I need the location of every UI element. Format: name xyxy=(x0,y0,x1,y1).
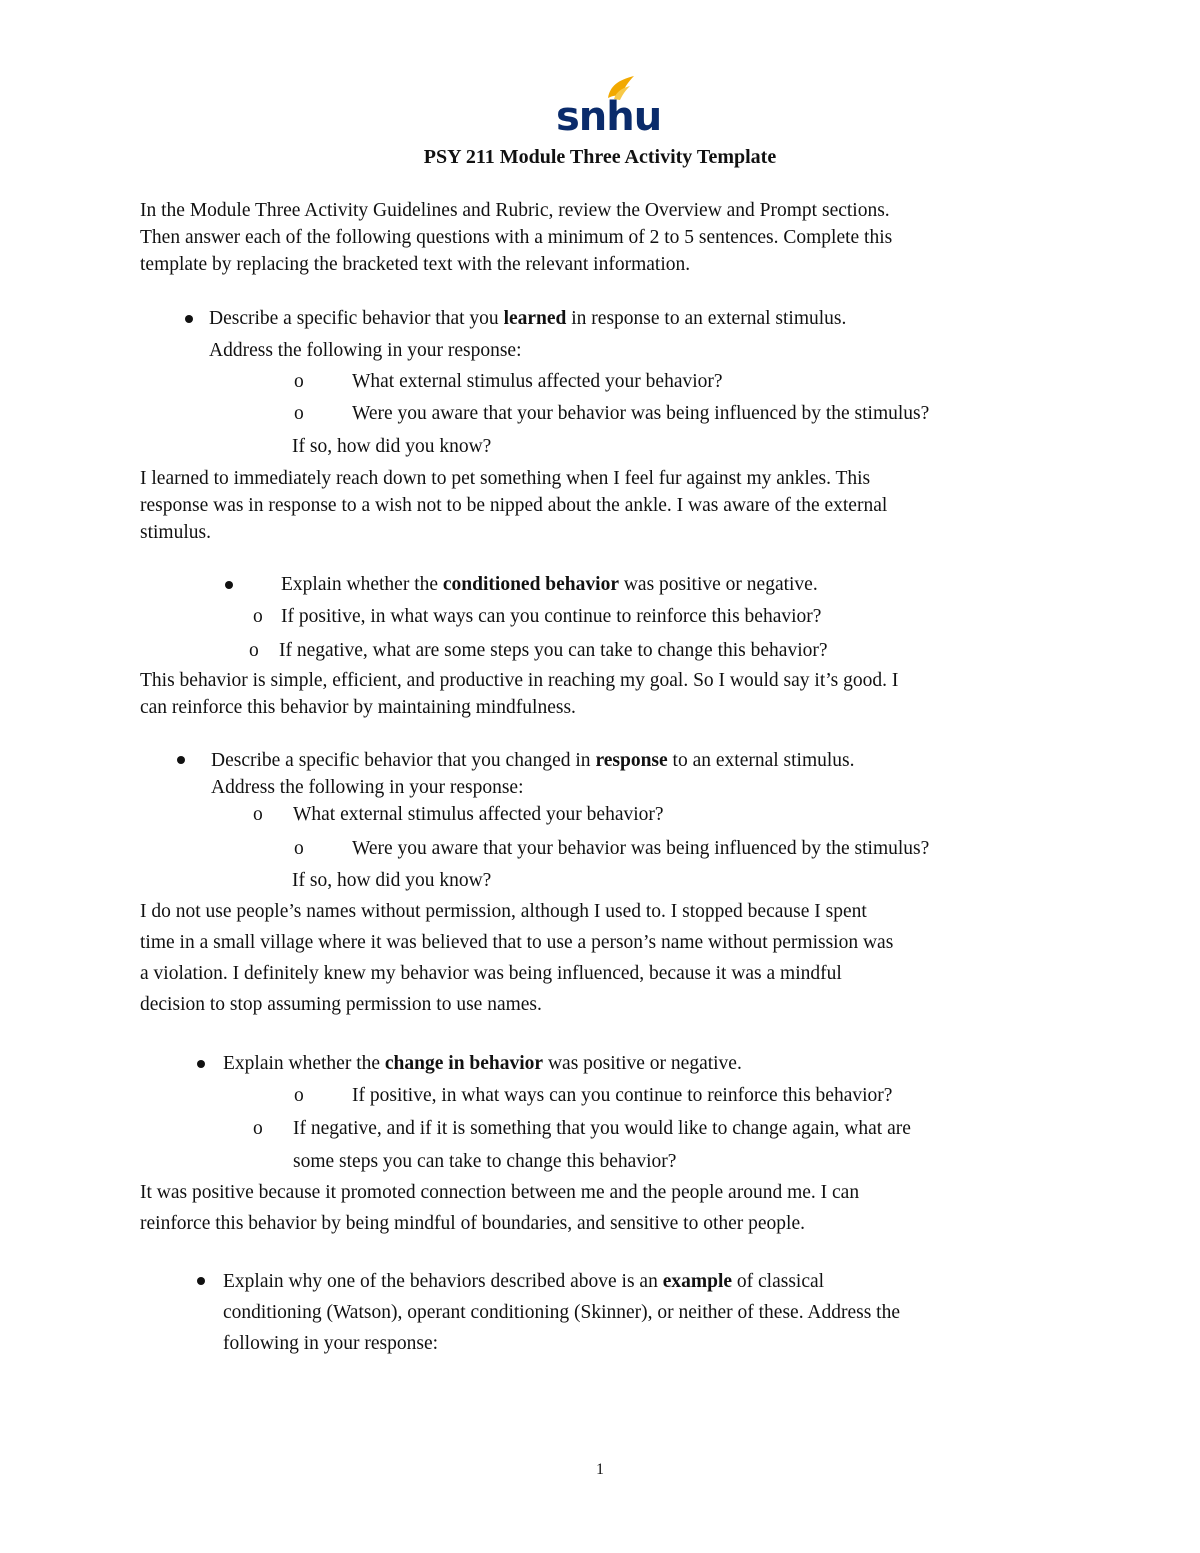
bullet-icon xyxy=(177,756,185,764)
question-3-bold: response xyxy=(595,750,668,771)
sub-bullet-icon: o xyxy=(294,838,304,859)
question-1-sub-2-cont: If so, how did you know? xyxy=(292,436,492,457)
sub-bullet-icon: o xyxy=(294,371,304,392)
question-4-sub-2-cont: some steps you can take to change this behavior? xyxy=(293,1151,677,1172)
intro-line: Then answer each of the following questions with a minimum of 2 to 5 sentences. Complete this xyxy=(140,227,893,248)
answer-1-line: stimulus. xyxy=(140,522,211,543)
intro-line: In the Module Three Activity Guidelines and Rubric, review the Overview and Prompt sections. xyxy=(140,200,890,221)
bullet-icon xyxy=(197,1277,205,1285)
sub-bullet-icon: o xyxy=(253,606,263,627)
sub-bullet-icon: o xyxy=(294,403,304,424)
bullet-icon xyxy=(197,1060,205,1068)
question-5-line2: conditioning (Watson), operant conditioning (Skinner), or neither of these. Address the xyxy=(223,1302,900,1323)
question-4-sub-2: If negative, and if it is something that you would like to change again, what are xyxy=(293,1118,911,1139)
question-5-line3: following in your response: xyxy=(223,1333,439,1354)
answer-3-line: I do not use people’s names without permission, although I used to. I stopped because I spent xyxy=(140,901,867,922)
sub-bullet-icon: o xyxy=(253,804,263,825)
question-1-bold: learned xyxy=(503,308,567,329)
question-3-sub-2: Were you aware that your behavior was being influenced by the stimulus? xyxy=(352,838,930,859)
intro-line: template by replacing the bracketed text with the relevant information. xyxy=(140,254,691,275)
question-3-line2: Address the following in your response: xyxy=(211,777,524,798)
answer-3-line: decision to stop assuming permission to use names. xyxy=(140,994,542,1015)
question-1-sub-2: Were you aware that your behavior was being influenced by the stimulus? xyxy=(352,403,930,424)
page-number: 1 xyxy=(596,1461,604,1478)
answer-4-line: It was positive because it promoted connection between me and the people around me. I can xyxy=(140,1182,860,1203)
snhu-logo xyxy=(554,72,662,140)
question-3-sub-1: What external stimulus affected your behavior? xyxy=(293,804,664,825)
answer-2-line: can reinforce this behavior by maintaining mindfulness. xyxy=(140,697,576,718)
question-2-sub-1: If positive, in what ways can you continue to reinforce this behavior? xyxy=(281,606,822,627)
sub-bullet-icon: o xyxy=(294,1085,304,1106)
answer-3-line: time in a small village where it was believed that to use a person’s name without permission was xyxy=(140,932,894,953)
logo-wordmark: snhu xyxy=(556,94,662,140)
question-2-sub-2: If negative, what are some steps you can take to change this behavior? xyxy=(279,640,828,661)
question-3: Describe a specific behavior that you changed in response to an external stimulus. xyxy=(211,750,855,771)
answer-1-line: response was in response to a wish not to be nipped about the ankle. I was aware of the external xyxy=(140,495,888,516)
question-5-bold: example xyxy=(662,1271,733,1292)
question-4-bold: change in behavior xyxy=(384,1053,544,1074)
question-1-line2: Address the following in your response: xyxy=(209,340,522,361)
question-5: Explain why one of the behaviors described above is an example of classical xyxy=(223,1271,825,1292)
question-3-sub-2-cont: If so, how did you know? xyxy=(292,870,492,891)
question-4: Explain whether the change in behavior was positive or negative. xyxy=(223,1053,742,1074)
answer-3-line: a violation. I definitely knew my behavior was being influenced, because it was a mindful xyxy=(140,963,842,984)
question-1: Describe a specific behavior that you learned in response to an external stimulus. xyxy=(209,308,847,329)
question-2: Explain whether the conditioned behavior was positive or negative. xyxy=(281,574,818,595)
answer-4-line: reinforce this behavior by being mindful of boundaries, and sensitive to other people. xyxy=(140,1213,805,1234)
question-2-bold: conditioned behavior xyxy=(442,574,619,595)
question-1-sub-1: What external stimulus affected your behavior? xyxy=(352,371,723,392)
answer-1-line: I learned to immediately reach down to pet something when I feel fur against my ankles. This xyxy=(140,468,871,489)
sub-bullet-icon: o xyxy=(249,640,259,661)
question-4-sub-1: If positive, in what ways can you continue to reinforce this behavior? xyxy=(352,1085,893,1106)
bullet-icon xyxy=(225,581,233,589)
intro-paragraph xyxy=(140,197,1080,278)
page-title: PSY 211 Module Three Activity Template xyxy=(423,146,777,168)
sub-bullet-icon: o xyxy=(253,1118,263,1139)
bullet-icon xyxy=(185,315,193,323)
answer-2-line: This behavior is simple, efficient, and productive in reaching my goal. So I would say it’s good. I xyxy=(140,670,899,691)
